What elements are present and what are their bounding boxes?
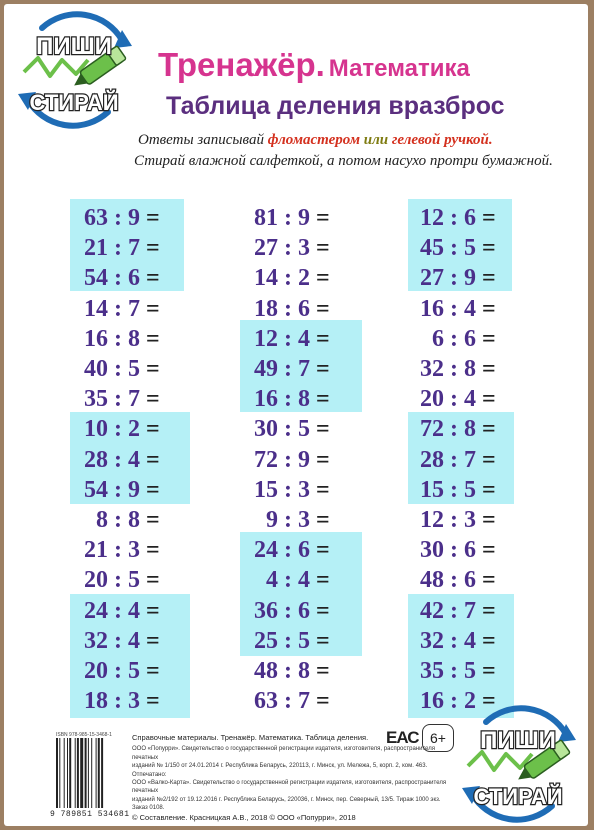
problem-expression: 25 : 5 — [254, 627, 310, 654]
instruction-marker-word: фломастером — [267, 132, 360, 148]
division-problem — [70, 535, 180, 566]
division-problem — [406, 596, 516, 627]
equals-sign: = — [146, 476, 160, 503]
pishi-stirai-logo — [10, 10, 140, 130]
problem-expression: 32 : 8 — [420, 356, 476, 382]
division-problem — [406, 263, 516, 294]
equals-sign: = — [482, 688, 496, 715]
division-problem — [70, 233, 180, 264]
division-problem — [240, 233, 350, 264]
instruction-line-1 — [138, 132, 493, 149]
barcode-stripe — [69, 738, 71, 808]
problem-expression: 16 : 2 — [420, 688, 476, 715]
problem-expression: 45 : 5 — [420, 235, 476, 262]
equals-sign: = — [316, 567, 330, 594]
division-problem — [70, 384, 180, 415]
problem-expression: 16 : 8 — [84, 325, 140, 352]
division-problem — [240, 626, 350, 657]
equals-sign: = — [482, 356, 496, 382]
division-problem — [70, 445, 180, 476]
equals-sign: = — [316, 627, 330, 654]
equals-sign: = — [146, 356, 160, 382]
division-problem — [70, 686, 180, 717]
problem-expression: 28 : 4 — [84, 446, 140, 473]
equals-sign: = — [316, 476, 330, 503]
equals-sign: = — [146, 597, 160, 624]
page-subtitle: Таблица деления вразброс — [166, 92, 505, 120]
info-line: изданий №2/192 от 19.12.2016 г. Республика Беларусь, 220036, г. Минск, пер. Северный, 13/5. Тираж 1000 экз. Заказ 0108. — [132, 796, 441, 812]
barcode — [56, 738, 116, 808]
logo-top-word: ПИШИ — [36, 33, 112, 60]
equals-sign: = — [146, 265, 160, 292]
problem-expression: 14 : 7 — [84, 295, 140, 322]
division-problem — [70, 596, 180, 627]
equals-sign: = — [316, 235, 330, 262]
equals-sign: = — [316, 205, 330, 231]
division-problem — [240, 686, 350, 717]
equals-sign: = — [146, 688, 160, 715]
problem-expression: 10 : 2 — [84, 416, 140, 443]
pishi-stirai-logo-bottom — [454, 704, 584, 824]
problem-expression: 63 : 9 — [84, 205, 140, 231]
title-sub: Математика — [328, 55, 470, 82]
problem-expression: 28 : 7 — [420, 446, 476, 473]
equals-sign: = — [482, 416, 496, 443]
problem-expression: 12 : 6 — [420, 205, 476, 231]
problem-expression: 63 : 7 — [254, 688, 310, 715]
division-problem — [406, 203, 516, 234]
problem-expression: 42 : 7 — [420, 597, 476, 624]
instruction-text: Ответы записывай — [138, 132, 264, 148]
equals-sign: = — [482, 205, 496, 231]
division-problem — [70, 414, 180, 445]
equals-sign: = — [316, 688, 330, 715]
equals-sign: = — [146, 537, 160, 564]
equals-sign: = — [482, 325, 496, 352]
equals-sign: = — [482, 386, 496, 413]
equals-sign: = — [146, 235, 160, 262]
age-rating-badge: 6+ — [422, 724, 454, 752]
logo-bottom-word: СТИРАЙ — [473, 784, 563, 809]
equals-sign: = — [482, 295, 496, 322]
problem-expression: 20 : 5 — [84, 567, 140, 594]
equals-sign: = — [146, 386, 160, 413]
division-problem — [406, 626, 516, 657]
division-problem — [240, 445, 350, 476]
problem-expression: 24 : 4 — [84, 597, 140, 624]
division-problem — [240, 565, 350, 596]
division-problem — [240, 505, 350, 536]
problem-expression: 15 : 5 — [420, 476, 476, 503]
division-problem — [406, 565, 516, 596]
division-problem — [70, 626, 180, 657]
problem-expression: 6 : 6 — [432, 325, 476, 352]
worksheet-page — [4, 4, 588, 826]
problem-expression: 30 : 5 — [254, 416, 310, 443]
problem-expression: 40 : 5 — [84, 356, 140, 382]
equals-sign: = — [482, 627, 496, 654]
barcode-stripe — [64, 738, 65, 808]
division-problem — [70, 656, 180, 687]
copyright-line: © Составление. Красницкая А.В., 2018 © ООО «Попурри», 2018 — [132, 812, 356, 822]
barcode-stripe — [101, 738, 103, 808]
logo-top-word: ПИШИ — [480, 727, 556, 754]
problem-expression: 20 : 4 — [420, 386, 476, 413]
equals-sign: = — [316, 537, 330, 564]
problem-expression: 27 : 9 — [420, 265, 476, 292]
equals-sign: = — [146, 658, 160, 684]
equals-sign: = — [316, 658, 330, 684]
equals-sign: = — [316, 597, 330, 624]
equals-sign: = — [482, 567, 496, 594]
division-problem — [406, 656, 516, 687]
title-main: Тренажёр. — [158, 46, 325, 83]
barcode-stripe — [77, 738, 79, 808]
problem-expression: 72 : 9 — [254, 446, 310, 473]
equals-sign: = — [146, 567, 160, 594]
problem-expression: 15 : 3 — [254, 476, 310, 503]
division-problem — [70, 263, 180, 294]
problem-expression: 54 : 9 — [84, 476, 140, 503]
page-title — [158, 46, 470, 84]
barcode-number: 9 789851 534681 — [50, 810, 130, 819]
barcode-stripe — [85, 738, 87, 808]
equals-sign: = — [146, 325, 160, 352]
equals-sign: = — [482, 537, 496, 564]
problem-expression: 12 : 3 — [420, 507, 476, 533]
problem-expression: 24 : 6 — [254, 537, 310, 564]
problem-expression: 48 : 8 — [254, 658, 310, 684]
division-problem — [406, 475, 516, 506]
problem-expression: 16 : 8 — [254, 386, 310, 413]
logo-bottom-word: СТИРАЙ — [29, 90, 119, 115]
barcode-stripe — [75, 738, 76, 808]
problem-expression: 27 : 3 — [254, 235, 310, 262]
instruction-pen-word: гелевой ручкой. — [391, 132, 493, 148]
equals-sign: = — [146, 446, 160, 473]
equals-sign: = — [316, 356, 330, 382]
equals-sign: = — [316, 325, 330, 352]
barcode-stripe — [98, 738, 100, 808]
barcode-stripe — [67, 738, 68, 808]
problem-expression: 4 : 4 — [266, 567, 310, 594]
equals-sign: = — [316, 507, 330, 533]
problem-expression: 16 : 4 — [420, 295, 476, 322]
division-problem — [240, 535, 350, 566]
barcode-stripe — [96, 738, 97, 808]
eac-mark: ЕАС — [386, 728, 419, 747]
isbn-caption: ISBN 978-985-15-3468-1 — [56, 732, 112, 738]
equals-sign: = — [316, 416, 330, 443]
instruction-or-word: или — [363, 132, 389, 148]
division-problem — [240, 263, 350, 294]
problem-expression: 48 : 6 — [420, 567, 476, 594]
instruction-line-2: Стирай влажной салфеткой, а потом насухо протри бумажной. — [134, 153, 553, 169]
equals-sign: = — [482, 265, 496, 292]
problem-expression: 8 : 8 — [96, 507, 140, 533]
problem-expression: 21 : 3 — [84, 537, 140, 564]
division-problem — [240, 475, 350, 506]
division-problem — [406, 535, 516, 566]
problem-expression: 18 : 6 — [254, 295, 310, 322]
equals-sign: = — [316, 295, 330, 322]
info-line: ООО «Валко-Карта». Свидетельство о государственной регистрации издателя, изготовителя, распространителя печатных — [132, 780, 447, 795]
division-problem — [406, 384, 516, 415]
division-problem — [406, 233, 516, 264]
problem-expression: 32 : 4 — [420, 627, 476, 654]
problem-expression: 54 : 6 — [84, 265, 140, 292]
division-problem — [70, 475, 180, 506]
barcode-stripe — [88, 738, 89, 808]
info-line: ООО «Попурри». Свидетельство о государственной регистрации издателя, изготовителя, распространителя печатных — [132, 746, 436, 761]
equals-sign: = — [482, 597, 496, 624]
problem-expression: 81 : 9 — [254, 205, 310, 231]
info-title: Справочные материалы. Тренажёр. Математика. Таблица деления. — [132, 733, 369, 742]
equals-sign: = — [482, 658, 496, 684]
problem-expression: 72 : 8 — [420, 416, 476, 443]
equals-sign: = — [482, 446, 496, 473]
division-problem — [70, 294, 180, 325]
division-problem — [240, 203, 350, 234]
problem-expression: 36 : 6 — [254, 597, 310, 624]
equals-sign: = — [146, 295, 160, 322]
problem-expression: 32 : 4 — [84, 627, 140, 654]
problem-expression: 35 : 5 — [420, 658, 476, 684]
problem-expression: 35 : 7 — [84, 386, 140, 413]
division-problem — [70, 203, 180, 234]
division-problem — [240, 596, 350, 627]
problem-expression: 20 : 5 — [84, 658, 140, 684]
barcode-stripe — [59, 738, 60, 808]
division-problem — [70, 354, 180, 385]
equals-sign: = — [482, 476, 496, 503]
equals-sign: = — [316, 265, 330, 292]
equals-sign: = — [316, 446, 330, 473]
division-problem — [240, 384, 350, 415]
division-problem — [70, 565, 180, 596]
division-problem — [240, 324, 350, 355]
division-problem — [240, 656, 350, 687]
problem-expression: 18 : 3 — [84, 688, 140, 715]
problem-expression: 9 : 3 — [266, 507, 310, 533]
problem-expression: 14 : 2 — [254, 265, 310, 292]
division-problem — [406, 354, 516, 385]
problem-expression: 12 : 4 — [254, 325, 310, 352]
problem-expression: 21 : 7 — [84, 235, 140, 262]
division-problem — [240, 354, 350, 385]
division-problem — [406, 414, 516, 445]
division-problem — [240, 294, 350, 325]
equals-sign: = — [146, 205, 160, 231]
equals-sign: = — [482, 235, 496, 262]
division-problem — [406, 505, 516, 536]
info-line: изданий № 1/150 от 24.01.2014 г. Республика Беларусь, 220113, г. Минск, ул. Мележа, 5, корп. 2, ком. 463. Отпечатано: — [132, 763, 428, 778]
problem-expression: 49 : 7 — [254, 356, 310, 382]
equals-sign: = — [146, 627, 160, 654]
equals-sign: = — [146, 507, 160, 533]
division-problem — [406, 445, 516, 476]
division-problem — [240, 414, 350, 445]
equals-sign: = — [482, 507, 496, 533]
barcode-stripe — [56, 738, 58, 808]
division-problem — [70, 324, 180, 355]
problem-expression: 30 : 6 — [420, 537, 476, 564]
division-problem — [406, 324, 516, 355]
division-problem — [70, 505, 180, 536]
division-problem — [406, 294, 516, 325]
equals-sign: = — [146, 416, 160, 443]
barcode-stripe — [80, 738, 83, 808]
barcode-stripe — [91, 738, 92, 808]
equals-sign: = — [316, 386, 330, 413]
